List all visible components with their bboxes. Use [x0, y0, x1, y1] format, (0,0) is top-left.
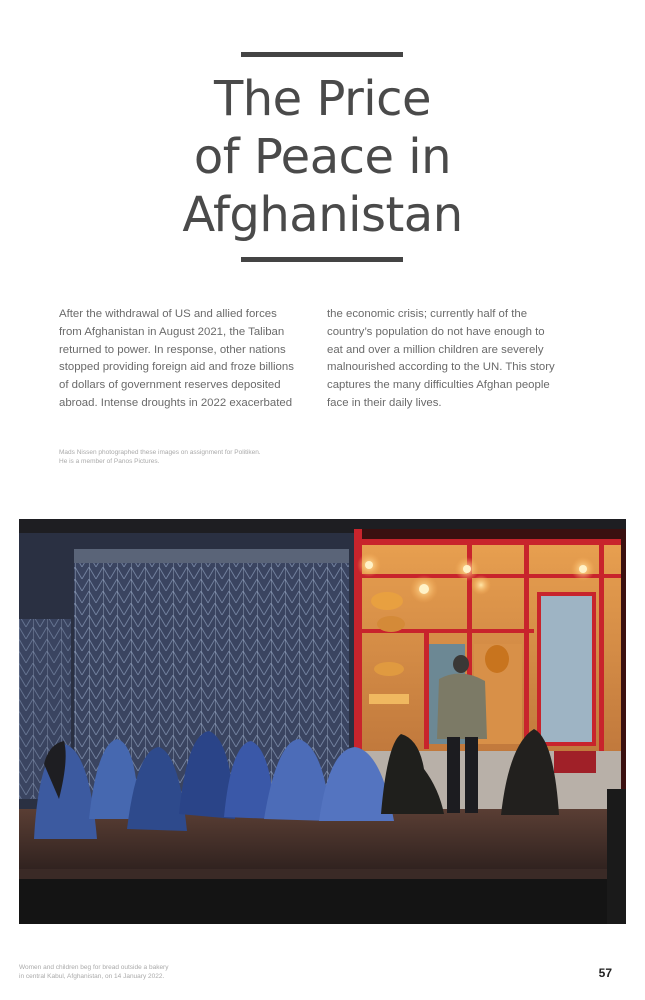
title-line-2: of Peace in — [193, 129, 452, 185]
photo-credit — [59, 448, 261, 466]
credit-line-2: He is a member of Panos Pictures. — [59, 458, 160, 465]
intro-line: abroad. Intense droughts in 2022 exacerbated — [59, 396, 293, 409]
title-rule-top — [241, 52, 403, 57]
intro-column-left — [59, 306, 311, 413]
intro-line: malnourished according to the UN. This story — [327, 361, 555, 374]
intro-line: After the withdrawal of US and allied forces — [59, 308, 277, 320]
caption-line-1: Women and children beg for bread outside a bakery — [19, 964, 169, 971]
photo-caption — [19, 964, 168, 981]
title-line-3: Afghanistan — [182, 187, 463, 243]
intro-line: stopped providing foreign aid and froze billions — [59, 361, 294, 374]
intro-line: of dollars of government reserves deposited — [59, 379, 281, 392]
intro-line: eat and over a million children are severely — [327, 343, 544, 356]
intro-line: country’s population do not have enough to — [327, 325, 545, 338]
intro-line: returned to power. In response, other nations — [59, 343, 286, 356]
intro-column-right — [327, 306, 579, 413]
intro-line: the economic crisis; currently half of the — [327, 308, 528, 320]
page-number: 57 — [598, 966, 612, 980]
intro-line: face in their daily lives. — [327, 396, 442, 409]
caption-line-2: in central Kabul, Afghanistan, on 14 January 2022. — [19, 972, 165, 980]
title-rule-bottom — [241, 257, 403, 262]
page-title — [0, 70, 645, 244]
intro-line: captures the many difficulties Afghan people — [327, 379, 550, 392]
intro-line: from Afghanistan in August 2021, the Taliban — [59, 325, 285, 338]
credit-line-1: Mads Nissen photographed these images on assignment for Politiken. — [59, 449, 261, 456]
title-line-1: The Price — [213, 71, 432, 127]
bakery-night-photo — [19, 519, 626, 924]
